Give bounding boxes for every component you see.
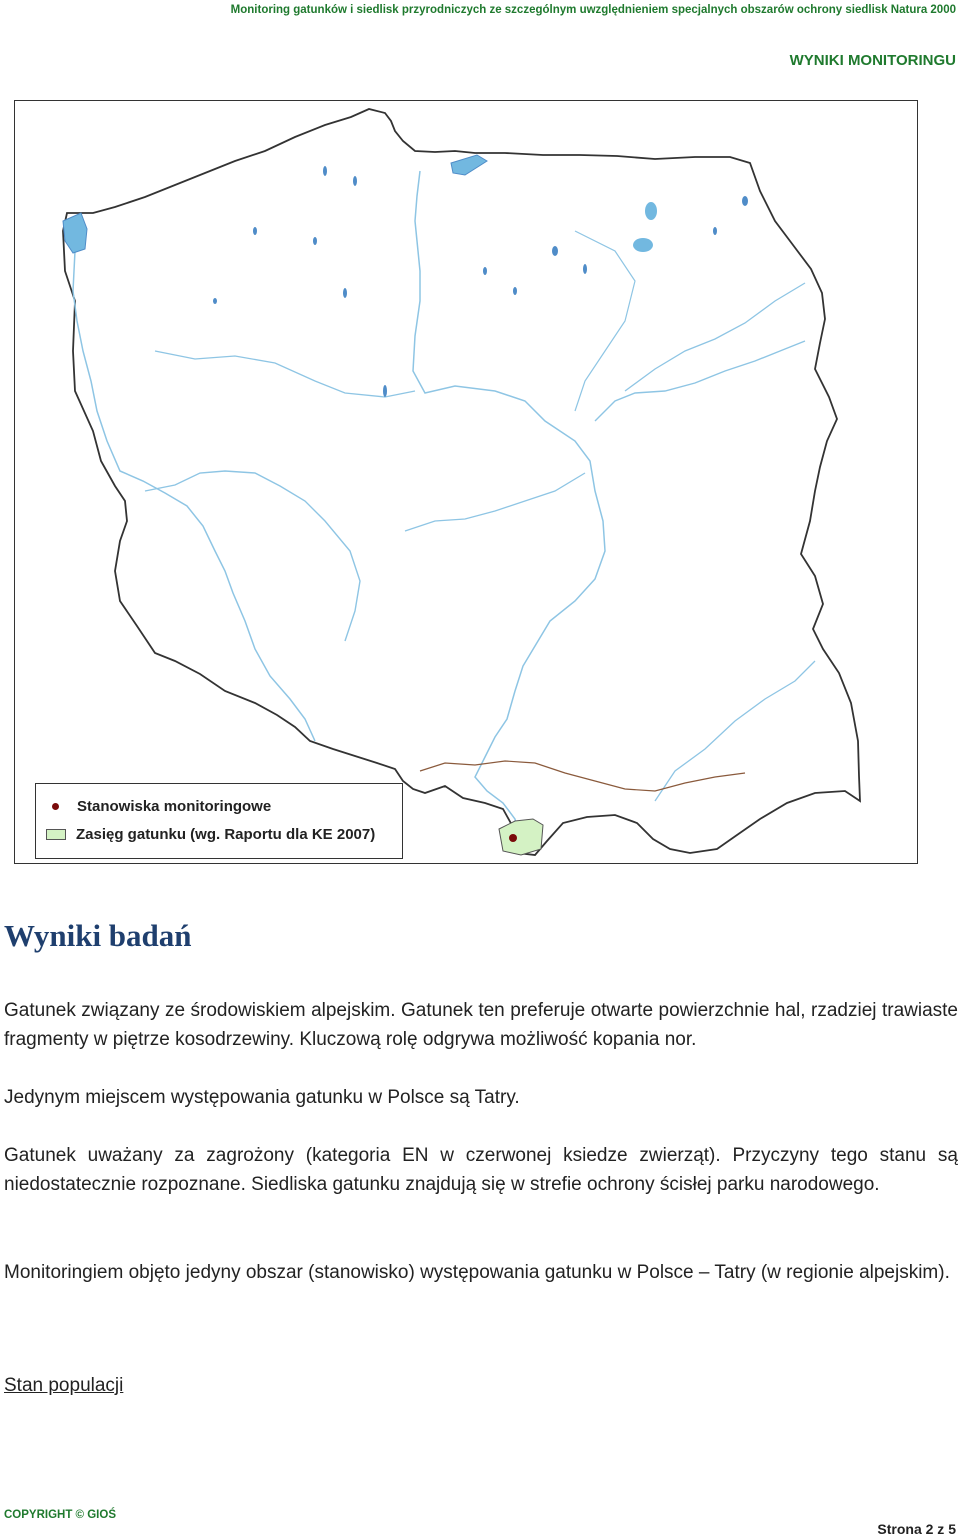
section-title: Wyniki badań [4,918,192,953]
copyright-footer: COPYRIGHT © GIOŚ [4,1509,116,1521]
legend-range-label: Zasięg gatunku (wg. Raportu dla KE 2007) [76,826,376,843]
map-legend [35,783,403,859]
paragraph-threat: Gatunek uważany za zagrożony (kategoria EN w czerwonej ksiedze zwierząt). Przyczyny tego stanu są niedostatecznie rozpoznane. Siedliska gatunku znajdują się w strefie ochrony ścisłej parku narodowego. [4,1145,958,1195]
poland-map-svg [15,101,919,865]
stan-populacji-link[interactable]: Stan populacji [4,1375,124,1396]
legend-item-sites [46,798,271,815]
paragraph-occurrence: Jedynym miejscem występowania gatunku w Polsce są Tatry. [4,1087,520,1108]
legend-sites-label: Stanowiska monitoringowe [77,798,272,815]
paragraph-habitat: Gatunek związany ze środowiskiem alpejskim. Gatunek ten preferuje otwarte powierzchnie hal, rzadziej trawiaste fragmenty w piętrze kosodrzewiny. Kluczową rolę odgrywa możliwość kopania nor. [4,1000,958,1050]
page-number: Strona 2 z 5 [877,1521,956,1537]
lake-mamry [645,202,657,220]
document-title-header: Monitoring gatunków i siedlisk przyrodniczych ze szczególnym uwzględnieniem specjalnych obszarów ochrony siedlisk Natura 2000 [230,4,956,16]
section-header: WYNIKI MONITORINGU [789,52,956,69]
monitoring-site-dot [509,834,517,842]
range-swatch-icon [46,829,66,840]
species-range-map [14,100,918,864]
legend-item-range [46,826,375,843]
lake-sniardwy [633,238,653,252]
species-range-tatry [499,819,543,855]
paragraph-monitoring: Monitoringiem objęto jedyny obszar (stanowisko) występowania gatunku w Polsce – Tatry (w regionie alpejskim). [4,1262,950,1283]
monitoring-site-marker-icon [52,803,59,810]
